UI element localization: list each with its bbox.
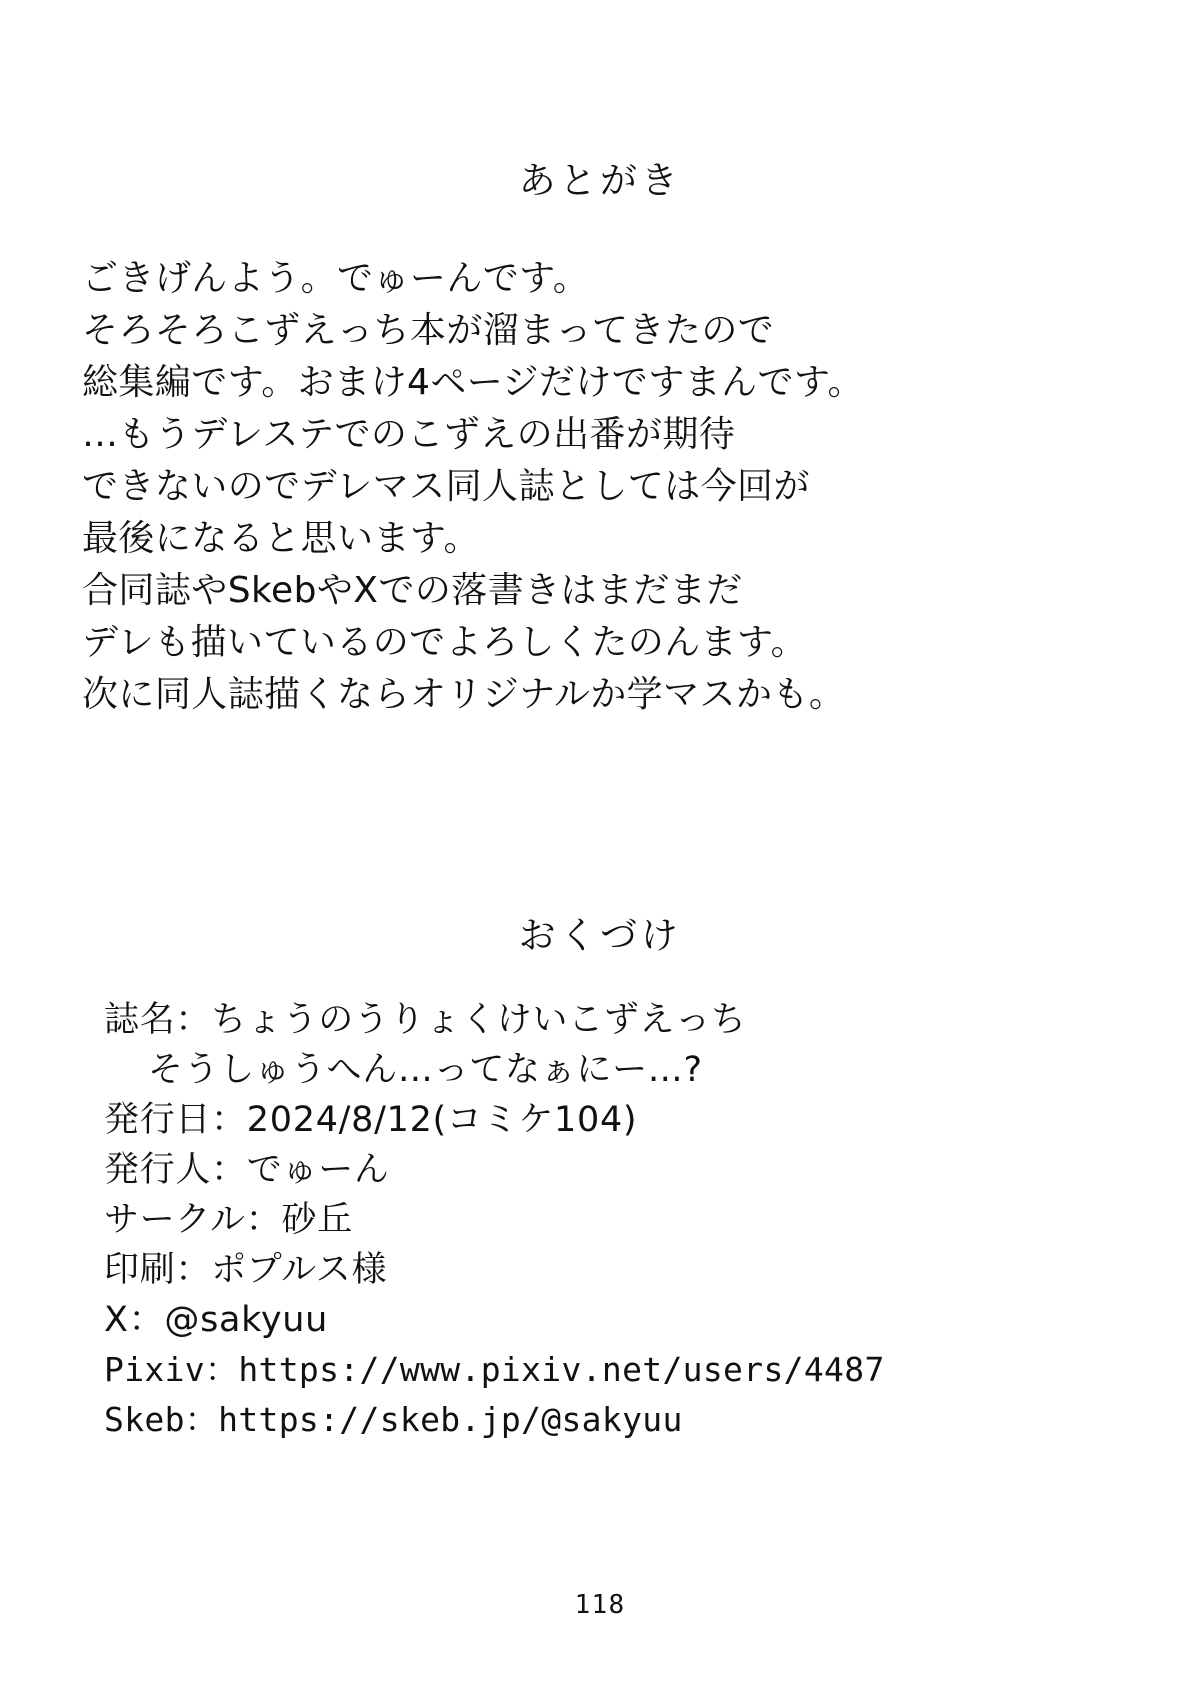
afterword-line: ごきげんよう。でゅーんです。: [82, 258, 590, 299]
colophon-body: [104, 995, 1114, 1445]
colophon-title-line: 誌名：ちょうのうりょくけいこずえっち: [104, 1000, 747, 1040]
colophon-publisher: 発行人：でゅーん: [104, 1150, 390, 1190]
colophon-pixiv-url: Pixiv：https://www.pixiv.net/users/4487: [104, 1350, 885, 1389]
colophon-publish-date: 発行日：2024/8/12(コミケ104): [104, 1100, 638, 1140]
colophon-printer: 印刷：ポプルス様: [104, 1250, 388, 1290]
afterword-body: [82, 253, 1122, 721]
colophon-title-line-2: そうしゅうへん…ってなぁにー…?: [148, 1050, 703, 1090]
colophon-x-handle: X：@sakyuu: [104, 1300, 329, 1340]
afterword-line: そろそろこずえっち本が溜まってきたので: [82, 310, 775, 351]
colophon-circle: サークル：砂丘: [104, 1200, 353, 1240]
afterword-line: 合同誌やSkebやXでの落書きはまだまだ: [82, 570, 743, 611]
afterword-line: …もうデレステでのこずえの出番が期待: [82, 414, 736, 455]
afterword-line: 最後になると思います。: [82, 518, 480, 559]
page-number: 118: [574, 1590, 626, 1620]
afterword-line: できないのでデレマス同人誌としては今回が: [82, 466, 810, 507]
colophon-skeb-url: Skeb：https://skeb.jp/@sakyuu: [104, 1400, 683, 1439]
afterword-line: 総集編です。おまけ4ページだけですまんです。: [82, 362, 864, 403]
afterword-heading: あとがき: [518, 159, 682, 202]
afterword-line: デレも描いているのでよろしくたのんます。: [82, 622, 808, 663]
afterword-line: 次に同人誌描くならオリジナルか学マスかも。: [82, 674, 846, 715]
colophon-heading: おくづけ: [518, 914, 682, 957]
